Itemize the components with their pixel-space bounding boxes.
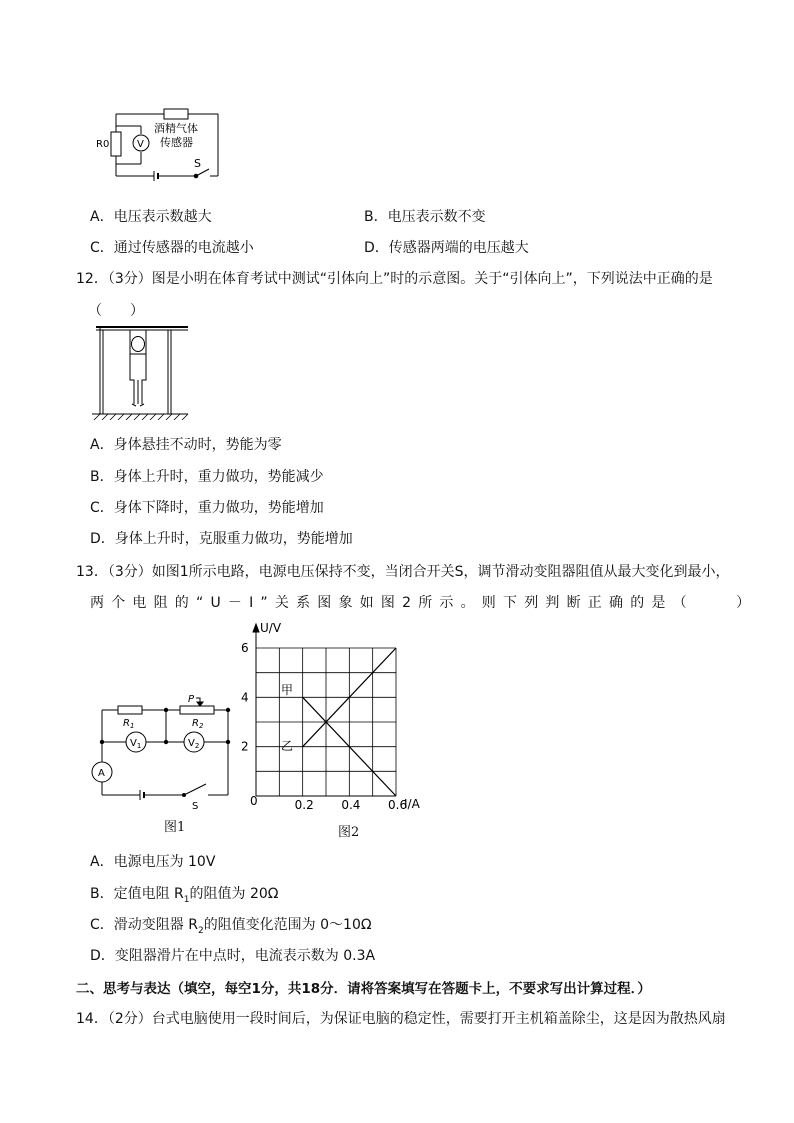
- q11-sensor-label-1: 酒精气体: [154, 122, 198, 135]
- q13-fig1-caption: 图1: [164, 820, 186, 835]
- x-tick-label: 0.6: [388, 798, 408, 812]
- q14-stem: 14．（2分）台式电脑使用一段时间后，为保证电脑的稳定性，需要打开主机箱盖除尘，这是因为散热风扇: [76, 1011, 726, 1027]
- q12-option-b[interactable]: B．身体上升时，重力做功，势能减少: [90, 469, 324, 485]
- q13-option-a[interactable]: A．电源电压为 10V: [90, 854, 216, 870]
- q13-option-d[interactable]: D．变阻器滑片在中点时，电流表示数为 0.3A: [90, 948, 376, 964]
- q13-fig2-chart: [236, 616, 436, 812]
- q12-option-a[interactable]: A．身体悬挂不动时，势能为零: [90, 437, 282, 453]
- q13-fig1-v2-label: $V_2$: [188, 738, 200, 750]
- q11-circuit-figure: [92, 104, 232, 184]
- q13-fig2-x-axis-label: I/A: [404, 797, 420, 811]
- q13-stem-line1: 13．（3分）如图1所示电路，电源电压保持不变，当闭合开关S，调节滑动变阻器阻值从最大变化到最小，: [76, 564, 730, 580]
- q11-switch-label: S: [194, 157, 201, 170]
- y-tick-label: 2: [241, 739, 249, 754]
- q13-fig1-switch-label: S: [192, 801, 199, 812]
- q11-r0-label: R0: [96, 139, 110, 150]
- q13-stem-line2: 两个电阻的“U－I”关系图象如图2所示。则下列判断正确的是（ ）: [90, 595, 758, 611]
- q12-option-d[interactable]: D．身体上升时，克服重力做功，势能增加: [90, 531, 353, 547]
- q13-fig1-p-label: P: [188, 694, 195, 705]
- q11-sensor-label-2: 传感器: [160, 136, 193, 149]
- q13-fig2-series-jia-label: 甲: [281, 683, 294, 697]
- q11-voltmeter-label: V: [137, 139, 144, 150]
- q13-fig2-origin-label: 0: [250, 794, 258, 808]
- q13-fig2-caption: 图2: [338, 825, 360, 840]
- q12-answer-paren: （ ）: [88, 303, 144, 319]
- x-tick-label: 0.4: [341, 798, 361, 812]
- q13-fig1-ammeter-label: A: [98, 768, 105, 779]
- q13-fig1-v1-label: $V_1$: [130, 738, 142, 750]
- y-axis-arrow: [253, 624, 259, 632]
- q12-pullup-figure: [92, 320, 192, 422]
- q11-option-b[interactable]: B．电压表示数不变: [364, 209, 486, 225]
- q12-option-c[interactable]: C．身体下降时，重力做功，势能增加: [90, 500, 324, 516]
- q13-fig2-y-axis-label: U/V: [260, 621, 282, 635]
- section-2-title: 二、思考与表达（填空，每空1分，共18分．请将答案填写在答题卡上，不要求写出计算过程．）: [76, 981, 651, 997]
- q11-option-a[interactable]: A．电压表示数越大: [90, 209, 212, 225]
- q12-stem: 12．（3分）图是小明在体育考试中测试“引体向上”时的示意图。关于“引体向上”，下列说法中正确的是: [76, 271, 713, 287]
- q13-fig1-r2-label: $R_2$: [192, 718, 204, 730]
- q13-fig2-series-yi-label: 乙: [281, 739, 294, 753]
- x-tick-label: 0.2: [294, 798, 314, 812]
- q13-option-c[interactable]: C．滑动变阻器 $R_2$的阻值变化范围为 0～10Ω: [90, 917, 372, 936]
- q13-option-b[interactable]: B．定值电阻 $R_1$的阻值为 20Ω: [90, 886, 279, 905]
- q11-option-c[interactable]: C．通过传感器的电流越小: [90, 240, 254, 256]
- q13-fig1-circuit: [88, 690, 248, 812]
- y-tick-label: 4: [241, 690, 249, 705]
- y-tick-label: 6: [241, 641, 249, 655]
- q13-fig1-r1-label: $R_1$: [123, 718, 135, 730]
- q11-option-d[interactable]: D．传感器两端的电压越大: [364, 240, 529, 256]
